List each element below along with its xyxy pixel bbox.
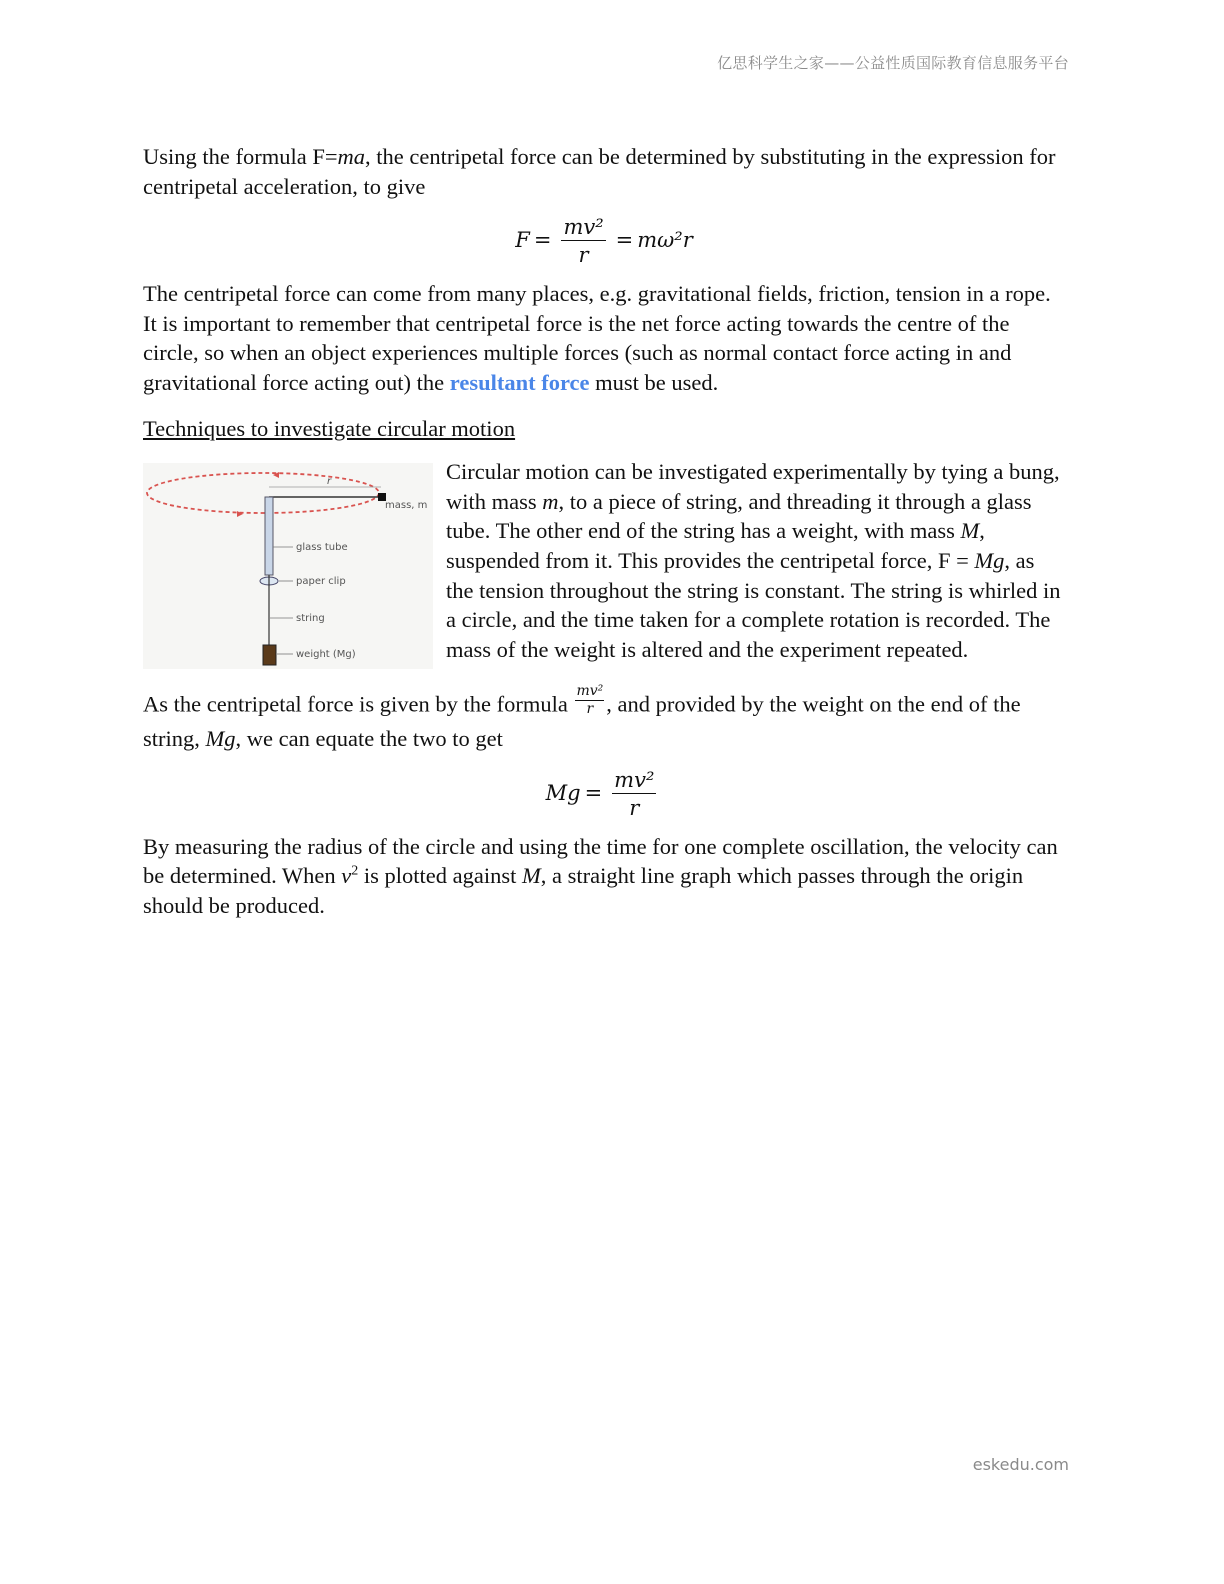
figure-row [143,457,1065,669]
fraction: $\frac{\text{mv²}}{r}$ [563,215,604,268]
page-footer: eskedu.com [972,1455,1069,1474]
glass-tube [265,497,273,575]
paragraph-intro: Using the formula F=ma, the centripetal force can be determined by substituting in the expression for centripetal acceleration, to give [143,144,1056,199]
page-header: 亿思科学生之家——公益性质国际教育信息服务平台 [717,54,1069,72]
label-string: string [296,613,325,625]
paragraph-sources: The centripetal force can come from many places, e.g. gravitational fields, friction, tension in a rope. It is important to remember that centripetal force is the net force acting towards the centre of the circle, so when an object experiences multiple forces (such as normal contact force acting in and gravitational force acting out) the resultant force must be used. [143,281,1051,395]
label-weight: weight (Mg) [296,649,356,661]
equation-centripetal-force: F = $\frac{\text{mv²}}{r}$ = mω²r [515,215,693,268]
paragraph-graph: By measuring the radius of the circle and using the time for one complete oscillation, the velocity can be determined. When $v^2$ is plotted against M, a straight line graph which passes through the origin should be produced. [143,833,1058,918]
label-r: r [327,476,332,488]
fraction: $\frac{\text{mv²}}{r}$ [614,767,655,820]
label-glass-tube: glass tube [296,542,348,554]
hanging-weight [263,645,276,665]
diagram-background [143,463,433,669]
document-body [143,142,1065,921]
circular-motion-diagram [143,463,433,669]
paragraph-experiment: Circular motion can be investigated experimentally by tying a bung, with mass m, to a piece of string, and threading it through a glass tube. The other end of the string has a weight, with mass M, suspended from it. This provides the centripetal force, F = Mg, as the tension throughout the string is constant. The string is whirled in a circle, and the time taken for a complete rotation is recorded. The mass of the weight is altered and the experiment repeated. [446,459,1061,662]
paragraph-equate: As the centripetal force is given by the formula $\frac{\text{mv²}}{r}$ , and provided by the weight on the end of the string, Mg, we can equate the two to get [143,683,1021,752]
highlight-term: resultant force [449,369,590,395]
label-mass: mass, m [385,500,428,512]
section-heading: Techniques to investigate circular motion [143,415,516,441]
label-paper-clip: paper clip [296,576,346,588]
equation-weight-equals-force: Mg = $\frac{\text{mv²}}{r}$ [545,767,655,820]
inline-fraction: $\frac{\text{mv²}}{r}$ [576,683,604,718]
